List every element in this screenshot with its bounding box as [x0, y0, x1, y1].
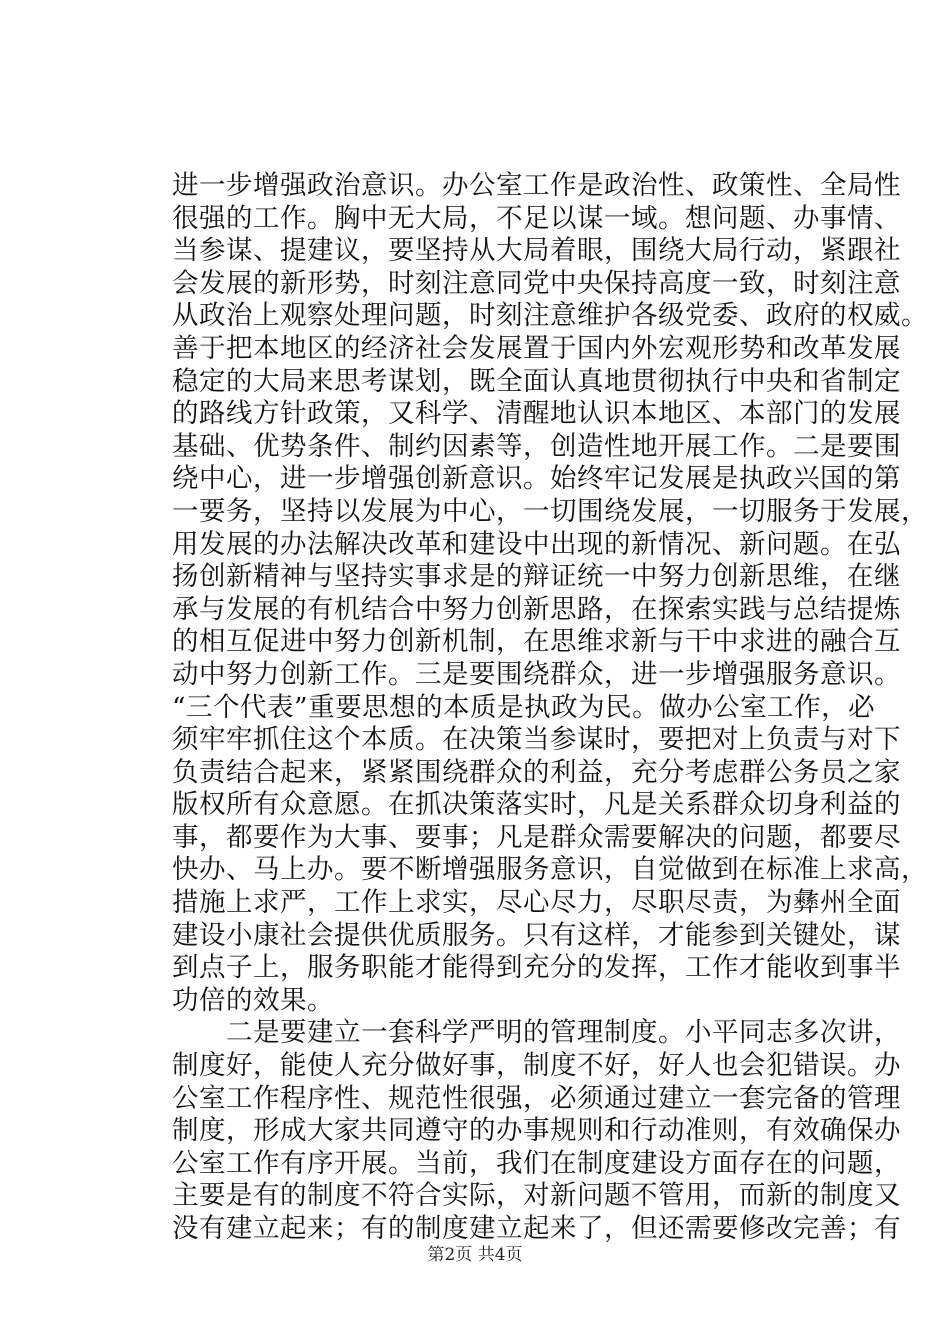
text-line: 会发展的新形势，时刻注意同党中央保持高度一致，时刻注意: [172, 267, 901, 299]
text-line: 承与发展的有机结合中努力创新思路，在探索实践与总结提炼: [172, 593, 901, 625]
text-line: 功倍的效果。: [172, 984, 334, 1016]
text-line: 善于把本地区的经济社会发展置于国内外宏观形势和改革发展: [172, 332, 901, 364]
text-line: 须牢牢抓住这个本质。在决策当参谋时，要把对上负责与对下: [172, 724, 901, 756]
text-line: 制度，形成大家共同遵守的办事规则和行动准则，有效确保办: [172, 1115, 901, 1147]
text-line: 二是要建立一套科学严明的管理制度。小平同志多次讲，: [172, 1017, 901, 1049]
text-line: 基础、优势条件、制约因素等，创造性地开展工作。二是要围: [172, 430, 901, 462]
text-line: 的路线方针政策，又科学、清醒地认识本地区、本部门的发展: [172, 398, 901, 430]
text-line: 到点子上，服务职能才能得到充分的发挥，工作才能收到事半: [172, 952, 901, 984]
text-line: 事，都要作为大事、要事；凡是群众需要解决的问题，都要尽: [172, 821, 901, 853]
text-line: 用发展的办法解决改革和建设中出现的新情况、新问题。在弘: [172, 528, 901, 560]
text-line: 没有建立起来；有的制度建立起来了，但还需要修改完善；有: [172, 1213, 901, 1244]
text-line: 版权所有众意愿。在抓决策落实时，凡是关系群众切身利益的: [172, 789, 901, 821]
text-line: 动中努力创新工作。三是要围绕群众，进一步增强服务意识。: [172, 658, 901, 690]
text-line: 的相互促进中努力创新机制，在思维求新与干中求进的融合互: [172, 626, 901, 658]
text-line: 公室工作有序开展。当前，我们在制度建设方面存在的问题，: [172, 1147, 901, 1179]
text-line: 稳定的大局来思考谋划，既全面认真地贯彻执行中央和省制定: [172, 365, 901, 397]
body-text: [172, 170, 928, 1246]
text-line: 负责结合起来，紧紧围绕群众的利益，充分考虑群公务员之家: [172, 756, 901, 788]
text-line: 进一步增强政治意识。办公室工作是政治性、政策性、全局性: [172, 170, 901, 201]
text-line: 措施上求严，工作上求实，尽心尽力，尽职尽责，为彝州全面: [172, 887, 901, 919]
text-line: 制度好，能使人充分做好事，制度不好，好人也会犯错误。办: [172, 1050, 901, 1082]
text-line: 建设小康社会提供优质服务。只有这样，才能参到关键处，谋: [172, 919, 901, 951]
text-line: 主要是有的制度不符合实际，对新问题不管用，而新的制度又: [172, 1180, 901, 1212]
text-line: 公室工作程序性、规范性很强，必须通过建立一套完备的管理: [172, 1082, 901, 1114]
text-line: 当参谋、提建议，要坚持从大局着眼，围绕大局行动，紧跟社: [172, 235, 901, 267]
text-line: 快办、马上办。要不断增强服务意识，自觉做到在标准上求高，: [172, 854, 928, 886]
text-line: 从政治上观察处理问题，时刻注意维护各级党委、政府的权威。: [172, 300, 928, 332]
text-line: 一要务，坚持以发展为中心，一切围绕发展，一切服务于发展，: [172, 495, 928, 527]
text-line: 扬创新精神与坚持实事求是的辩证统一中努力创新思维，在继: [172, 561, 901, 593]
page-number-label: 第2页 共4页: [427, 1245, 523, 1265]
text-line: 很强的工作。胸中无大局，不足以谋一域。想问题、办事情、: [172, 202, 901, 234]
text-line: “三个代表”重要思想的本质是执政为民。做办公室工作，必: [172, 691, 876, 723]
page-footer: [0, 1244, 950, 1266]
text-line: 绕中心，进一步增强创新意识。始终牢记发展是执政兴国的第: [172, 463, 901, 495]
